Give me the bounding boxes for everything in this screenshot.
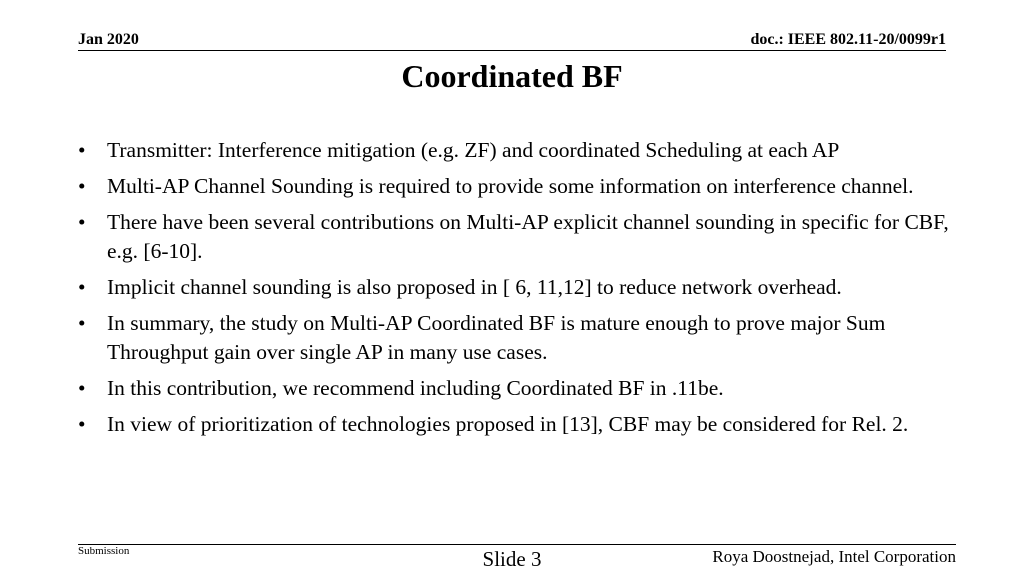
footer-divider	[78, 544, 956, 545]
bullet-text: In summary, the study on Multi-AP Coordinated BF is mature enough to prove major Sum Throughput gain over single AP in many use cases.	[107, 311, 886, 364]
bullet-text: Transmitter: Interference mitigation (e.g. ZF) and coordinated Scheduling at each AP	[107, 138, 840, 162]
bullet-icon: •	[78, 376, 86, 400]
bullet-item	[78, 208, 966, 266]
header-date: Jan 2020	[78, 31, 139, 48]
slide-number: Slide 3	[482, 547, 542, 571]
bullet-text: There have been several contributions on Multi-AP explicit channel sounding in specific for CBF, e.g. [6-10].	[107, 210, 949, 263]
bullet-icon: •	[78, 174, 86, 198]
bullet-text: Implicit channel sounding is also proposed in [ 6, 11,12] to reduce network overhead.	[107, 275, 842, 299]
bullet-text: Multi-AP Channel Sounding is required to provide some information on interference channel.	[107, 174, 914, 198]
bullet-icon: •	[78, 138, 86, 162]
bullet-item	[78, 374, 966, 403]
bullet-item	[78, 410, 966, 439]
bullet-item	[78, 136, 966, 165]
bullet-text: In this contribution, we recommend including Coordinated BF in .11be.	[107, 376, 724, 400]
header-divider	[78, 50, 946, 51]
bullet-icon: •	[78, 412, 86, 436]
bullet-item	[78, 309, 966, 367]
footer-author: Roya Doostnejad, Intel Corporation	[712, 547, 956, 566]
bullet-icon: •	[78, 210, 86, 234]
header-doc-id: doc.: IEEE 802.11-20/0099r1	[750, 31, 946, 48]
footer-submission: Submission	[78, 545, 130, 557]
bullet-item	[78, 172, 966, 201]
bullet-text: In view of prioritization of technologies proposed in [13], CBF may be considered for Rel. 2.	[107, 412, 909, 436]
bullet-list	[78, 136, 966, 446]
bullet-icon: •	[78, 311, 86, 335]
slide-title: Coordinated BF	[401, 58, 623, 94]
bullet-icon: •	[78, 275, 86, 299]
bullet-item	[78, 273, 966, 302]
